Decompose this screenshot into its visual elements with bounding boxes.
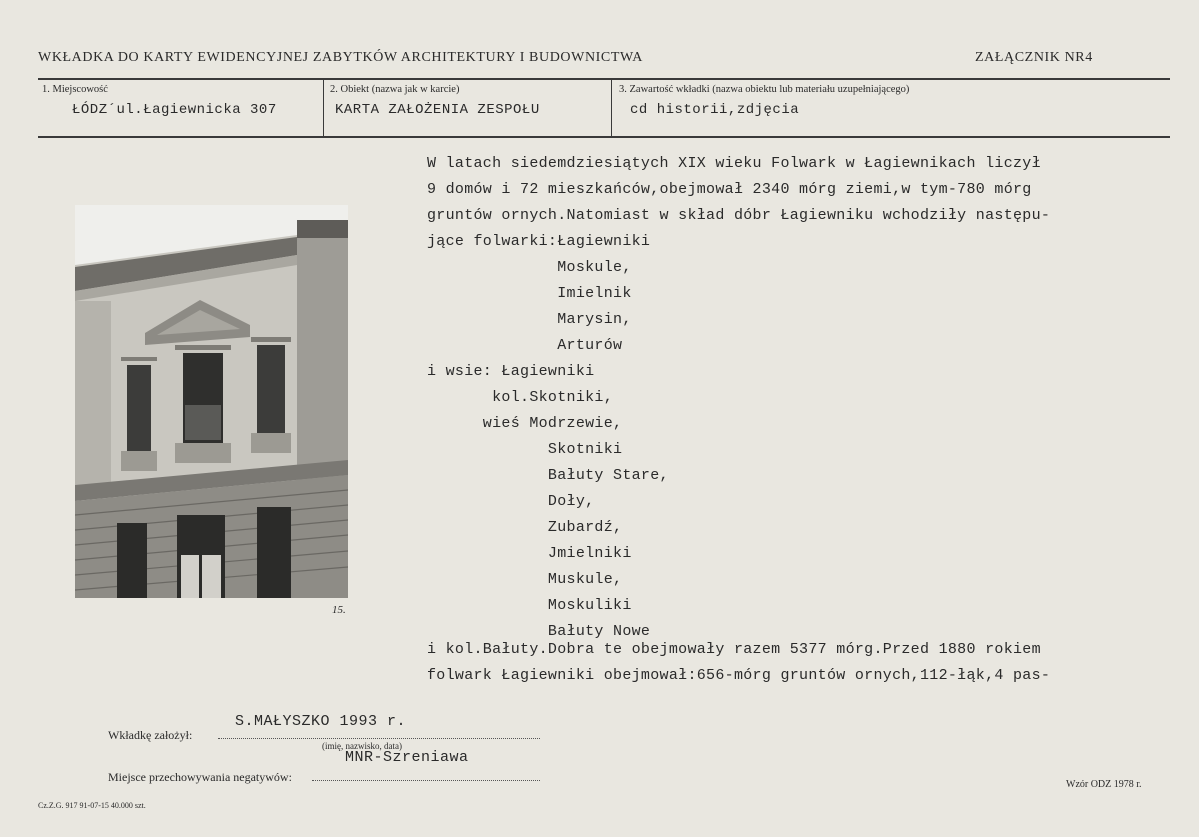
field-content-label: 3. Zawartość wkładki (nazwa obiektu lub materiału uzupełniającego) <box>619 84 910 95</box>
body-line: Jmielniki <box>427 545 632 562</box>
negatives-label: Miejsce przechowywania negatywów: <box>108 770 292 784</box>
body-line: Doły, <box>427 493 595 510</box>
body-line: Zubardź, <box>427 519 623 536</box>
body-line: 9 domów i 72 mieszkańców,obejmował 2340 mórg ziemi,w tym-780 mórg <box>427 181 1032 198</box>
print-info: Cz.Z.G. 917 91-07-15 40.000 szt. <box>38 801 146 810</box>
field-separator-2 <box>611 80 612 136</box>
field-location-label: 1. Miejscowość <box>42 84 108 95</box>
founded-label: Wkładkę założył: <box>108 728 193 742</box>
body-line: Skotniki <box>427 441 623 458</box>
field-object-label: 2. Obiekt (nazwa jak w karcie) <box>330 84 460 95</box>
body-line: Bałuty Nowe <box>427 623 651 640</box>
founded-caption: (imię, nazwisko, data) <box>322 741 402 751</box>
body-line: wieś Modrzewie, <box>427 415 623 432</box>
photo-number: 15. <box>332 604 346 616</box>
form-model: Wzór ODZ 1978 r. <box>1066 779 1142 790</box>
body-line: Arturów <box>427 337 623 354</box>
body-line: Bałuty Stare, <box>427 467 669 484</box>
body-line: gruntów ornych.Natomiast w skład dóbr Łagiewniku wchodziły następu- <box>427 207 1051 224</box>
top-rule <box>38 78 1170 80</box>
body-line: Moskule, <box>427 259 632 276</box>
founded-value: S.MAŁYSZKO 1993 r. <box>235 713 407 730</box>
field-content-value: cd historii,zdjęcia <box>630 102 800 118</box>
body-line: Marysin, <box>427 311 632 328</box>
body-line: jące folwarki:Łagiewniki <box>427 233 651 250</box>
building-photo <box>75 205 348 598</box>
negatives-value: MNR-Szreniawa <box>345 749 469 766</box>
body-line: i kol.Bałuty.Dobra te obejmowały razem 5377 mórg.Przed 1880 rokiem <box>427 641 1041 658</box>
field-separator-1 <box>323 80 324 136</box>
header-bottom-rule <box>38 136 1170 138</box>
field-location-value: ŁÓDZ´ul.Łagiewnicka 307 <box>72 102 277 118</box>
body-line: kol.Skotniki, <box>427 389 614 406</box>
body-line: Imielnik <box>427 285 632 302</box>
body-line: Muskule, <box>427 571 623 588</box>
form-title: WKŁADKA DO KARTY EWIDENCYJNEJ ZABYTKÓW ARCHITEKTURY I BUDOWNICTWA <box>38 50 643 65</box>
body-line: i wsie: Łagiewniki <box>427 363 595 380</box>
negatives-dotted-line <box>312 780 540 781</box>
body-line: folwark Łagiewniki obejmował:656-mórg gruntów ornych,112-łąk,4 pas- <box>427 667 1051 684</box>
attachment-number: ZAŁĄCZNIK NR4 <box>975 50 1093 65</box>
body-line: W latach siedemdziesiątych XIX wieku Folwark w Łagiewnikach liczył <box>427 155 1041 172</box>
body-line: Moskuliki <box>427 597 632 614</box>
founded-dotted-line <box>218 738 540 739</box>
field-object-value: KARTA ZAŁOŻENIA ZESPOŁU <box>335 102 540 118</box>
